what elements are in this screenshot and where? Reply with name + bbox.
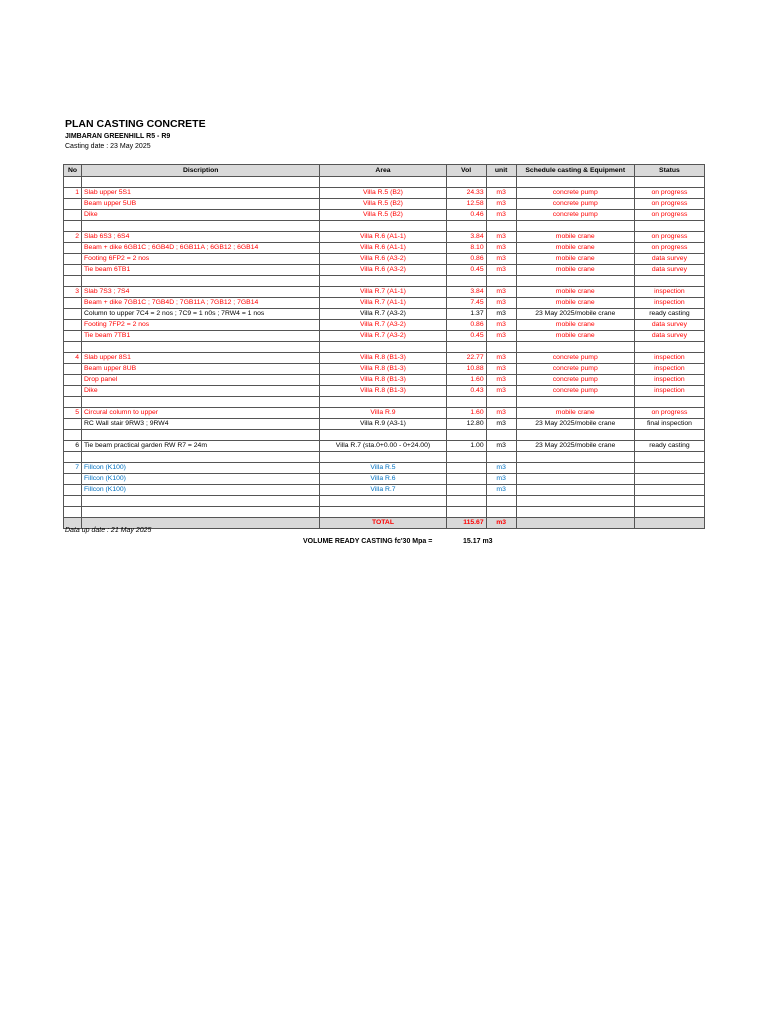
cell-vol bbox=[446, 342, 486, 353]
cell-no bbox=[64, 375, 82, 386]
ready-casting-summary bbox=[303, 538, 493, 545]
cell-status: data survey bbox=[634, 320, 704, 331]
cell-unit: m3 bbox=[486, 243, 516, 254]
cell-vol bbox=[446, 177, 486, 188]
col-header-status: Status bbox=[634, 165, 704, 177]
cell-unit: m3 bbox=[486, 353, 516, 364]
cell-status: on progress bbox=[634, 188, 704, 199]
cell-description bbox=[82, 221, 320, 232]
cell-schedule bbox=[516, 474, 634, 485]
cell-no: 4 bbox=[64, 353, 82, 364]
total-unit: m3 bbox=[486, 518, 516, 529]
cell-description: Column to upper 7C4 = 2 nos ; 7C9 = 1 n0s ; 7RW4 = 1 nos bbox=[82, 309, 320, 320]
table-row bbox=[64, 419, 705, 430]
cell-vol bbox=[446, 474, 486, 485]
cell-unit: m3 bbox=[486, 463, 516, 474]
cell-schedule bbox=[516, 507, 634, 518]
cell-vol bbox=[446, 276, 486, 287]
col-header-area: Area bbox=[320, 165, 446, 177]
cell-area: Villa R.8 (B1-3) bbox=[320, 353, 446, 364]
cell-area: Villa R.7 bbox=[320, 485, 446, 496]
cell-status bbox=[634, 221, 704, 232]
cell-vol: 0.46 bbox=[446, 210, 486, 221]
table-row bbox=[64, 265, 705, 276]
cell-no: 5 bbox=[64, 408, 82, 419]
cell-unit: m3 bbox=[486, 485, 516, 496]
cell-no bbox=[64, 397, 82, 408]
cell-status: data survey bbox=[634, 265, 704, 276]
cell-unit bbox=[486, 496, 516, 507]
cell-description: Slab upper 8S1 bbox=[82, 353, 320, 364]
table-row bbox=[64, 375, 705, 386]
cell-no bbox=[64, 210, 82, 221]
table-row bbox=[64, 298, 705, 309]
cell-vol: 3.84 bbox=[446, 287, 486, 298]
casting-date: Casting date : 23 May 2025 bbox=[65, 143, 151, 150]
cell-description: Tie beam 7TB1 bbox=[82, 331, 320, 342]
cell-status: on progress bbox=[634, 210, 704, 221]
cell-description: Slab 6S3 ; 6S4 bbox=[82, 232, 320, 243]
cell-area bbox=[320, 276, 446, 287]
cell-schedule: mobile crane bbox=[516, 298, 634, 309]
cell-unit: m3 bbox=[486, 265, 516, 276]
cell-unit: m3 bbox=[486, 375, 516, 386]
cell-no bbox=[64, 342, 82, 353]
cell-area: Villa R.5 (B2) bbox=[320, 199, 446, 210]
cell-area bbox=[320, 507, 446, 518]
cell-status: on progress bbox=[634, 243, 704, 254]
cell-area: Villa R.8 (B1-3) bbox=[320, 375, 446, 386]
cell-unit: m3 bbox=[486, 199, 516, 210]
document-title: PLAN CASTING CONCRETE bbox=[65, 118, 206, 130]
total-row bbox=[64, 518, 705, 529]
col-header-unit: unit bbox=[486, 165, 516, 177]
cell-unit: m3 bbox=[486, 287, 516, 298]
cell-vol: 0.86 bbox=[446, 320, 486, 331]
cell-schedule bbox=[516, 452, 634, 463]
table-row bbox=[64, 254, 705, 265]
table-row bbox=[64, 408, 705, 419]
cell-description: Fillcon (K100) bbox=[82, 485, 320, 496]
cell-description: Footing 7FP2 = 2 nos bbox=[82, 320, 320, 331]
cell-no bbox=[64, 430, 82, 441]
cell-description bbox=[82, 452, 320, 463]
cell-no bbox=[64, 309, 82, 320]
cell-area bbox=[320, 397, 446, 408]
cell-no bbox=[64, 265, 82, 276]
cell-no bbox=[64, 452, 82, 463]
table-row bbox=[64, 309, 705, 320]
cell-description: Dike bbox=[82, 210, 320, 221]
ready-casting-value: 15.17 m3 bbox=[463, 538, 493, 545]
cell-unit bbox=[486, 221, 516, 232]
cell-unit bbox=[486, 397, 516, 408]
cell-no bbox=[64, 276, 82, 287]
cell-status: on progress bbox=[634, 199, 704, 210]
cell-status: inspection bbox=[634, 386, 704, 397]
cell-description bbox=[82, 342, 320, 353]
cell-area bbox=[320, 177, 446, 188]
cell-no: 3 bbox=[64, 287, 82, 298]
cell-description: Fillcon (K100) bbox=[82, 463, 320, 474]
cell-area: Villa R.5 bbox=[320, 463, 446, 474]
cell-area: Villa R.8 (B1-3) bbox=[320, 364, 446, 375]
total-label: TOTAL bbox=[320, 518, 446, 529]
cell-no bbox=[64, 485, 82, 496]
cell-schedule bbox=[516, 221, 634, 232]
cell-status: final inspection bbox=[634, 419, 704, 430]
casting-plan-table bbox=[63, 164, 705, 529]
cell-schedule: mobile crane bbox=[516, 408, 634, 419]
cell-status bbox=[634, 397, 704, 408]
table-row bbox=[64, 276, 705, 287]
cell-area: Villa R.6 bbox=[320, 474, 446, 485]
cell-area: Villa R.7 (A3-2) bbox=[320, 320, 446, 331]
cell-description: RC Wall stair 9RW3 ; 9RW4 bbox=[82, 419, 320, 430]
table-row bbox=[64, 243, 705, 254]
cell-vol bbox=[446, 485, 486, 496]
cell-description: Slab 7S3 ; 7S4 bbox=[82, 287, 320, 298]
cell-area: Villa R.6 (A3-2) bbox=[320, 265, 446, 276]
cell-schedule: mobile crane bbox=[516, 254, 634, 265]
cell-schedule: concrete pump bbox=[516, 210, 634, 221]
cell-description bbox=[82, 496, 320, 507]
table-row bbox=[64, 496, 705, 507]
cell-description: Footing 6FP2 = 2 nos bbox=[82, 254, 320, 265]
cell-vol: 1.60 bbox=[446, 408, 486, 419]
table-row bbox=[64, 287, 705, 298]
cell-schedule bbox=[516, 496, 634, 507]
cell-no bbox=[64, 474, 82, 485]
cell-unit bbox=[486, 430, 516, 441]
cell-vol: 0.86 bbox=[446, 254, 486, 265]
cell-area: Villa R.7 (sta.0+0.00 - 0+24.00) bbox=[320, 441, 446, 452]
cell-unit: m3 bbox=[486, 419, 516, 430]
table-row bbox=[64, 364, 705, 375]
cell-schedule bbox=[516, 463, 634, 474]
cell-status: data survey bbox=[634, 331, 704, 342]
cell-status: data survey bbox=[634, 254, 704, 265]
cell-status bbox=[634, 496, 704, 507]
cell-unit bbox=[486, 276, 516, 287]
cell-area bbox=[320, 221, 446, 232]
cell-schedule bbox=[516, 397, 634, 408]
cell-unit: m3 bbox=[486, 232, 516, 243]
cell-schedule: 23 May 2025/mobile crane bbox=[516, 441, 634, 452]
cell-no bbox=[64, 254, 82, 265]
cell-no bbox=[64, 243, 82, 254]
cell-description: Drop panel bbox=[82, 375, 320, 386]
cell-status: inspection bbox=[634, 375, 704, 386]
cell-status: ready casting bbox=[634, 309, 704, 320]
cell-vol: 0.45 bbox=[446, 331, 486, 342]
cell-vol bbox=[446, 452, 486, 463]
table-row bbox=[64, 221, 705, 232]
cell-unit bbox=[486, 342, 516, 353]
cell-area bbox=[320, 496, 446, 507]
cell-area: Villa R.5 (B2) bbox=[320, 188, 446, 199]
cell-description: Beam upper 5UB bbox=[82, 199, 320, 210]
cell-no bbox=[64, 507, 82, 518]
cell-no bbox=[64, 386, 82, 397]
cell-status: on progress bbox=[634, 232, 704, 243]
cell-schedule: concrete pump bbox=[516, 364, 634, 375]
cell-vol: 1.60 bbox=[446, 375, 486, 386]
cell-unit: m3 bbox=[486, 331, 516, 342]
cell-no bbox=[64, 199, 82, 210]
cell-status: on progress bbox=[634, 408, 704, 419]
cell-unit: m3 bbox=[486, 188, 516, 199]
cell-vol: 0.43 bbox=[446, 386, 486, 397]
cell-description: Slab upper 5S1 bbox=[82, 188, 320, 199]
cell-description bbox=[82, 430, 320, 441]
cell-vol: 0.45 bbox=[446, 265, 486, 276]
cell-no bbox=[64, 177, 82, 188]
cell-unit: m3 bbox=[486, 364, 516, 375]
cell-status bbox=[634, 452, 704, 463]
table-row bbox=[64, 441, 705, 452]
col-header-vol: Vol bbox=[446, 165, 486, 177]
cell-schedule: concrete pump bbox=[516, 375, 634, 386]
project-name: JIMBARAN GREENHILL R5 - R9 bbox=[65, 133, 171, 140]
table-row bbox=[64, 463, 705, 474]
cell-vol bbox=[446, 430, 486, 441]
cell-schedule: mobile crane bbox=[516, 320, 634, 331]
cell-unit: m3 bbox=[486, 254, 516, 265]
table-header-row bbox=[64, 165, 705, 177]
cell-vol: 12.80 bbox=[446, 419, 486, 430]
cell-unit bbox=[486, 177, 516, 188]
total-vol: 115.67 bbox=[446, 518, 486, 529]
cell-schedule bbox=[516, 276, 634, 287]
col-header-no: No bbox=[64, 165, 82, 177]
cell-area bbox=[320, 342, 446, 353]
table-row bbox=[64, 397, 705, 408]
cell-area: Villa R.7 (A1-1) bbox=[320, 287, 446, 298]
table-row bbox=[64, 342, 705, 353]
cell-unit: m3 bbox=[486, 386, 516, 397]
cell-vol: 1.37 bbox=[446, 309, 486, 320]
table-row bbox=[64, 320, 705, 331]
cell-no bbox=[64, 331, 82, 342]
cell-vol: 3.84 bbox=[446, 232, 486, 243]
cell-no bbox=[64, 298, 82, 309]
cell-schedule: 23 May 2025/mobile crane bbox=[516, 309, 634, 320]
cell-area bbox=[320, 430, 446, 441]
cell-unit: m3 bbox=[486, 309, 516, 320]
cell-status bbox=[634, 485, 704, 496]
cell-vol bbox=[446, 496, 486, 507]
cell-schedule: mobile crane bbox=[516, 265, 634, 276]
cell-area: Villa R.9 (A3-1) bbox=[320, 419, 446, 430]
table-row bbox=[64, 507, 705, 518]
table-row bbox=[64, 199, 705, 210]
col-header-description: Discription bbox=[82, 165, 320, 177]
cell-vol bbox=[446, 507, 486, 518]
cell-description: Tie beam practical garden RW R7 = 24m bbox=[82, 441, 320, 452]
cell-unit: m3 bbox=[486, 441, 516, 452]
cell-description: Beam + dike 7GB1C ; 7GB4D ; 7GB11A ; 7GB12 ; 7GB14 bbox=[82, 298, 320, 309]
cell-description bbox=[82, 507, 320, 518]
cell-area: Villa R.9 bbox=[320, 408, 446, 419]
cell-schedule bbox=[516, 342, 634, 353]
cell-schedule: mobile crane bbox=[516, 232, 634, 243]
cell-status bbox=[634, 177, 704, 188]
cell-status: ready casting bbox=[634, 441, 704, 452]
cell-unit: m3 bbox=[486, 210, 516, 221]
cell-vol bbox=[446, 397, 486, 408]
table-row bbox=[64, 485, 705, 496]
cell-status bbox=[634, 276, 704, 287]
table-row bbox=[64, 232, 705, 243]
cell-area: Villa R.6 (A1-1) bbox=[320, 232, 446, 243]
cell-vol: 8.10 bbox=[446, 243, 486, 254]
cell-status: inspection bbox=[634, 298, 704, 309]
table-row bbox=[64, 353, 705, 364]
cell-no bbox=[64, 364, 82, 375]
cell-vol: 10.88 bbox=[446, 364, 486, 375]
cell-vol: 22.77 bbox=[446, 353, 486, 364]
cell-description bbox=[82, 177, 320, 188]
cell-schedule bbox=[516, 485, 634, 496]
table-row bbox=[64, 177, 705, 188]
cell-unit bbox=[486, 507, 516, 518]
cell-status: inspection bbox=[634, 287, 704, 298]
cell-area: Villa R.5 (B2) bbox=[320, 210, 446, 221]
cell-schedule: concrete pump bbox=[516, 188, 634, 199]
cell-area: Villa R.6 (A1-1) bbox=[320, 243, 446, 254]
cell-schedule: concrete pump bbox=[516, 386, 634, 397]
cell-unit: m3 bbox=[486, 474, 516, 485]
cell-status bbox=[634, 342, 704, 353]
cell-unit: m3 bbox=[486, 320, 516, 331]
cell-schedule: concrete pump bbox=[516, 353, 634, 364]
col-header-schedule: Schedule casting & Equipment bbox=[516, 165, 634, 177]
cell-no: 1 bbox=[64, 188, 82, 199]
cell-description bbox=[82, 397, 320, 408]
cell-area: Villa R.7 (A1-1) bbox=[320, 298, 446, 309]
cell-vol: 1.00 bbox=[446, 441, 486, 452]
cell-schedule: mobile crane bbox=[516, 331, 634, 342]
cell-description: Circural column to upper bbox=[82, 408, 320, 419]
table-row bbox=[64, 188, 705, 199]
cell-area: Villa R.7 (A3-2) bbox=[320, 331, 446, 342]
cell-unit bbox=[486, 452, 516, 463]
cell-area: Villa R.6 (A3-2) bbox=[320, 254, 446, 265]
cell-status: inspection bbox=[634, 364, 704, 375]
table-row bbox=[64, 210, 705, 221]
cell-status: inspection bbox=[634, 353, 704, 364]
cell-unit: m3 bbox=[486, 408, 516, 419]
cell-description: Fillcon (K100) bbox=[82, 474, 320, 485]
cell-no bbox=[64, 496, 82, 507]
table-row bbox=[64, 430, 705, 441]
cell-status bbox=[634, 474, 704, 485]
cell-vol bbox=[446, 221, 486, 232]
table-row bbox=[64, 386, 705, 397]
cell-area bbox=[320, 452, 446, 463]
table-row bbox=[64, 331, 705, 342]
table-row bbox=[64, 452, 705, 463]
cell-description: Beam + dike 6GB1C ; 6GB4D ; 6GB11A ; 6GB12 ; 6GB14 bbox=[82, 243, 320, 254]
cell-status bbox=[634, 430, 704, 441]
cell-vol: 7.45 bbox=[446, 298, 486, 309]
cell-schedule: 23 May 2025/mobile crane bbox=[516, 419, 634, 430]
cell-no: 6 bbox=[64, 441, 82, 452]
cell-no bbox=[64, 320, 82, 331]
cell-status bbox=[634, 507, 704, 518]
cell-no bbox=[64, 221, 82, 232]
table-row bbox=[64, 474, 705, 485]
ready-casting-label: VOLUME READY CASTING fc'30 Mpa = bbox=[303, 538, 433, 545]
cell-description: Tie beam 6TB1 bbox=[82, 265, 320, 276]
cell-area: Villa R.7 (A3-2) bbox=[320, 309, 446, 320]
cell-no: 2 bbox=[64, 232, 82, 243]
cell-no bbox=[64, 419, 82, 430]
data-update-date: Data up date : 21 May 2025 bbox=[65, 527, 152, 534]
cell-area: Villa R.8 (B1-3) bbox=[320, 386, 446, 397]
cell-description: Beam upper 8UB bbox=[82, 364, 320, 375]
cell-schedule: concrete pump bbox=[516, 199, 634, 210]
cell-schedule bbox=[516, 430, 634, 441]
cell-schedule bbox=[516, 177, 634, 188]
cell-schedule: mobile crane bbox=[516, 287, 634, 298]
cell-description: Dike bbox=[82, 386, 320, 397]
cell-unit: m3 bbox=[486, 298, 516, 309]
cell-vol: 12.58 bbox=[446, 199, 486, 210]
cell-vol bbox=[446, 463, 486, 474]
cell-vol: 24.33 bbox=[446, 188, 486, 199]
cell-no: 7 bbox=[64, 463, 82, 474]
cell-status bbox=[634, 463, 704, 474]
cell-description bbox=[82, 276, 320, 287]
cell-schedule: mobile crane bbox=[516, 243, 634, 254]
